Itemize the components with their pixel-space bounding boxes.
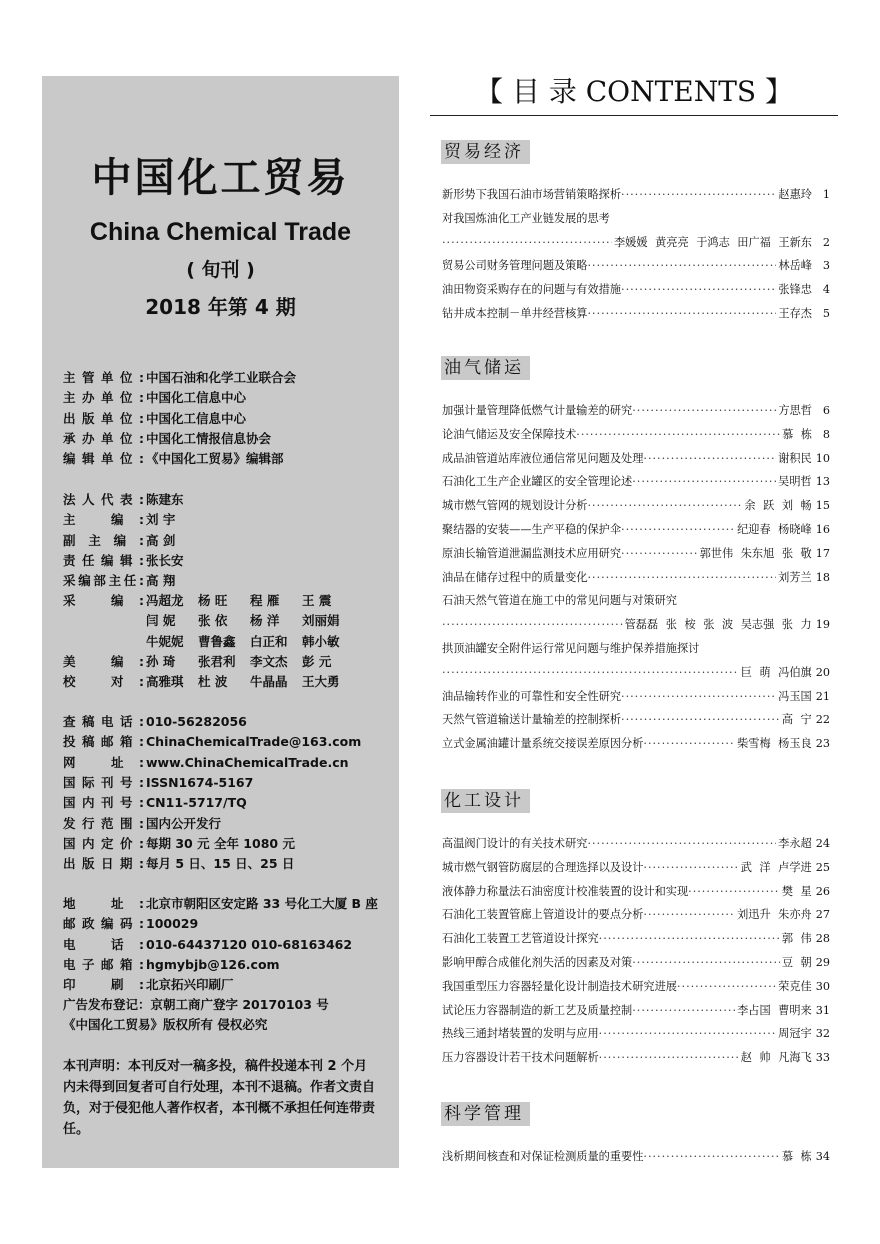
info-value: 中国化工情报信息协会	[146, 430, 272, 446]
toc-entry-page: 27	[815, 908, 830, 922]
org-info-block	[63, 368, 393, 469]
toc-entry-title: 加强计量管理降低燃气计量输差的研究	[442, 404, 633, 417]
staff-name: 闫 妮	[146, 613, 176, 629]
toc-entry[interactable]	[442, 661, 830, 685]
staff-name: 彭 元	[302, 654, 332, 669]
toc-entry-page: 34	[815, 1150, 830, 1163]
toc-entry-title: 石油化工装置工艺管道设计探究	[442, 932, 599, 946]
info-row	[63, 632, 393, 652]
toc-entry-authors: 樊 星	[781, 884, 812, 898]
staff-name: 牛妮妮	[146, 633, 184, 649]
info-row	[63, 591, 393, 611]
toc-entry-page: 29	[815, 955, 830, 969]
toc-entry-title: 试论压力容器制造的新工艺及质量控制	[442, 1003, 633, 1017]
info-label: 投稿邮箱:	[63, 734, 144, 750]
journal-notice: 本刊声明：本刊反对一稿多投，稿件投递本刊 2 个月内未得到回复者可自行处理，本刊不退稿。作者文责自负，对于侵犯他人著作权者，本刊概不承担任何连带责任。	[63, 1059, 376, 1137]
dot-leader	[587, 254, 776, 278]
toc-entry-title: 油品在储存过程中的质量变化	[442, 570, 588, 584]
toc-entry-page: 1	[822, 188, 830, 201]
info-row	[63, 975, 393, 995]
staff-name: 杜 波	[198, 674, 228, 690]
toc-entry-page: 4	[822, 283, 830, 297]
info-value: 刘 宇	[146, 512, 176, 528]
toc-entry-title: 热线三通封堵装置的发明与应用	[442, 1027, 599, 1041]
toc-entry[interactable]	[442, 302, 830, 326]
toc-entry[interactable]	[442, 494, 830, 518]
info-label: 主办单位:	[63, 390, 144, 406]
info-row	[63, 773, 393, 793]
toc-entry-page: 32	[815, 1027, 830, 1041]
section-heading: 化工设计	[441, 789, 530, 813]
info-row	[63, 429, 393, 449]
info-label: 主管单位:	[63, 370, 144, 385]
toc-entry-page: 3	[822, 259, 830, 273]
address-block	[63, 894, 393, 995]
toc-entry-title: 压力容器设计若干技术问题解析	[442, 1051, 599, 1065]
toc-entry[interactable]	[442, 278, 830, 302]
toc-entry-authors: 王存杰	[778, 306, 812, 320]
dot-leader	[621, 708, 780, 732]
reporters-block	[63, 591, 393, 652]
info-value: 100029	[146, 916, 199, 932]
info-label: 出版日期:	[63, 856, 144, 872]
toc-entry-authors: 谢积民	[778, 451, 812, 465]
toc-entry[interactable]	[442, 447, 830, 471]
info-label: 副主编:	[63, 532, 144, 548]
toc-entry[interactable]	[442, 423, 830, 447]
toc-list	[442, 1145, 830, 1169]
dot-leader	[632, 399, 776, 423]
staff-name: 王大勇	[302, 674, 340, 690]
info-value: CN11-5717/TQ	[146, 795, 247, 811]
info-value	[144, 672, 354, 692]
info-value: 中国化工信息中心	[146, 410, 247, 426]
toc-entry-title: 成品油管道站库液位通信常见问题及处理	[442, 451, 644, 465]
toc-entry-authors: 刘迅升 朱亦舟	[737, 908, 812, 922]
staff-name: 刘丽娟	[302, 613, 340, 629]
info-value: 国内公开发行	[146, 815, 222, 831]
toc-entry[interactable]	[442, 399, 830, 423]
toc-entry-authors: 李占国 曹明来	[737, 1003, 812, 1017]
toc-entry-page: 17	[815, 546, 830, 560]
dot-leader	[621, 518, 735, 542]
toc-entry-authors: 柴雪梅 杨玉良	[737, 737, 812, 751]
staff-name: 张君利	[198, 654, 236, 669]
toc-entry[interactable]	[442, 685, 830, 709]
toc-entry-title: 高温阀门设计的有关技术研究	[442, 837, 588, 850]
toc-entry-page: 28	[815, 932, 830, 946]
info-row	[63, 834, 393, 854]
info-label: 采 编:	[63, 593, 144, 608]
toc-entry-authors: 余 跃 刘 畅	[744, 499, 812, 513]
info-label: 查稿电话:	[63, 714, 144, 729]
copyright: 《中国化工贸易》版权所有 侵权必究	[63, 1017, 268, 1033]
toc-entry-title: 油田物资采购存在的问题与有效措施	[442, 283, 622, 297]
toc-entry[interactable]	[442, 975, 830, 999]
info-row	[63, 732, 393, 752]
info-label: 出版单位:	[63, 410, 144, 426]
staff-name: 冯超龙	[146, 593, 184, 608]
toc-entry-title: 立式金属油罐计量系统交接误差原因分析	[442, 737, 644, 751]
dot-leader	[599, 1046, 739, 1070]
toc-entry-authors: 张锋忠	[778, 283, 812, 297]
dot-leader	[632, 951, 780, 975]
toc-entry[interactable]	[442, 207, 830, 231]
info-value: 张长安	[146, 552, 184, 568]
info-label: 网 址:	[63, 754, 144, 770]
staff-name: 杨 洋	[250, 613, 280, 629]
info-row	[63, 571, 393, 591]
toc-entry-authors: 周冠宇	[778, 1027, 812, 1041]
toc-entry[interactable]	[442, 832, 830, 856]
toc-entry-title: 原油长输管道泄漏监测技术应用研究	[442, 546, 622, 560]
staff-name: 韩小敏	[302, 633, 340, 649]
info-label: 电子邮箱:	[63, 956, 144, 972]
info-row	[63, 510, 393, 530]
toc-entry-authors: 冯玉国	[778, 689, 812, 703]
toc-entry-title: 我国重型压力容器轻量化设计制造技术研究进展	[442, 979, 677, 993]
journal-issue: 2018 年第 4 期	[145, 295, 296, 319]
toc-entry-authors: 李永超	[778, 837, 812, 850]
info-row	[63, 368, 393, 388]
toc-entry-page: 5	[822, 306, 830, 320]
info-row	[63, 894, 393, 914]
info-row	[63, 793, 393, 813]
toc-entry-title: 城市燃气钢管防腐层的合理选择以及设计	[442, 860, 644, 874]
toc-entry-page: 19	[815, 618, 830, 632]
toc-entry-title: 贸易公司财务管理问题及策略	[442, 259, 588, 273]
toc-entry-authors: 郭世伟 朱东旭 张 敬	[699, 546, 812, 560]
dot-leader	[621, 542, 698, 566]
toc-entry-authors: 李媛媛 黄亮亮 于鸿志 田广福 王新东	[613, 235, 812, 249]
dot-leader	[599, 927, 780, 951]
info-label: 印 刷:	[63, 977, 144, 993]
toc-entry[interactable]	[442, 542, 830, 566]
toc-entry-authors: 赵惠玲	[778, 188, 812, 201]
toc-entry-authors: 高 宁	[781, 713, 812, 727]
toc-list	[442, 399, 830, 756]
toc-entry-authors: 慕 栋	[782, 427, 812, 441]
dot-leader	[442, 613, 623, 637]
toc-entry-authors: 荣克佳	[778, 979, 812, 993]
info-label: 责任编辑:	[63, 552, 144, 568]
staff-name: 曹鲁鑫	[198, 633, 236, 649]
info-label: 编辑单位:	[63, 451, 144, 467]
toc-entry-authors: 巨 萌 冯伯旗	[740, 665, 812, 679]
dot-leader	[599, 1022, 777, 1046]
info-row	[63, 652, 393, 672]
staff-name: 李文杰	[250, 654, 288, 669]
section-heading: 科学管理	[441, 1102, 530, 1126]
info-row	[63, 753, 393, 773]
toc-entry-title: 钻井成本控制－单井经营核算	[442, 306, 588, 320]
staff-name: 牛晶晶	[250, 674, 288, 690]
info-row	[63, 490, 393, 510]
ad-registration: 广告发布登记：京朝工商广登字 20170103 号	[63, 997, 329, 1012]
toc-entry-page: 25	[815, 860, 830, 874]
toc-entry-page: 30	[815, 979, 830, 993]
toc-entry-authors: 武 洋 卢学进	[740, 860, 812, 874]
toc-entry-page: 23	[815, 737, 830, 751]
info-row	[63, 814, 393, 834]
toc-entry-title: 城市燃气管网的规划设计分析	[442, 499, 588, 513]
info-row	[63, 712, 393, 732]
dot-leader	[587, 832, 776, 856]
info-row	[63, 409, 393, 429]
info-label: 国内定价:	[63, 835, 144, 851]
journal-title-english: China Chemical Trade	[89, 218, 352, 246]
info-value: ISSN1674-5167	[146, 775, 254, 790]
toc-entry-authors: 方思哲	[778, 404, 812, 417]
dot-leader	[442, 661, 739, 685]
toc-entry-authors: 赵 帅 凡海飞	[740, 1051, 812, 1065]
dot-leader	[643, 447, 776, 471]
dot-leader	[621, 183, 776, 207]
toc-entry[interactable]	[442, 1022, 830, 1046]
toc-entry[interactable]	[442, 613, 830, 637]
toc-entry-page: 18	[815, 570, 830, 584]
toc-entry-page: 6	[822, 404, 830, 417]
info-label: 法人代表:	[63, 492, 144, 507]
toc-entry-page: 13	[815, 475, 830, 489]
dot-leader	[621, 278, 776, 302]
info-label: 国内刊号:	[63, 795, 144, 811]
toc-entry-page: 21	[815, 689, 830, 703]
toc-entry-title: 对我国炼油化工产业链发展的思考	[442, 211, 610, 225]
info-value: 中国化工信息中心	[146, 390, 247, 406]
info-value: 010-64437120 010-68163462	[146, 936, 353, 952]
info-label: 发行范围:	[63, 815, 144, 831]
info-value	[63, 632, 354, 652]
toc-entry[interactable]	[442, 903, 830, 927]
contact-block	[63, 712, 393, 773]
info-value	[144, 591, 354, 611]
toc-entry-title: 新形势下我国石油市场营销策略探析	[442, 188, 622, 201]
toc-entry[interactable]	[442, 637, 830, 661]
toc-entry-title: 论油气储运及安全保障技术	[442, 427, 577, 441]
contents-header: 【 目 录 CONTENTS 】	[430, 70, 838, 116]
dot-leader	[621, 685, 776, 709]
info-row	[63, 449, 393, 469]
dot-leader	[643, 903, 735, 927]
toc-entry[interactable]	[442, 254, 830, 278]
toc-entry-title: 液体静力称量法石油密度计校准装置的设计和实现	[442, 884, 689, 898]
info-value	[144, 652, 354, 672]
toc-entry-authors: 吴明哲	[778, 475, 812, 489]
publication-block	[63, 773, 393, 874]
dot-leader	[677, 975, 776, 999]
section-heading: 贸易经济	[441, 140, 530, 164]
masthead-panel	[42, 76, 399, 1168]
info-value: 高 翔	[146, 573, 176, 589]
toc-entry[interactable]	[442, 589, 830, 613]
art-proof-block	[63, 652, 393, 693]
toc-entry-title: 石油天然气管道在施工中的常见问题与对策研究	[442, 594, 677, 608]
toc-entry[interactable]	[442, 732, 830, 756]
toc-entry-title: 石油化工生产企业罐区的安全管理论述	[442, 475, 633, 489]
dot-leader	[442, 231, 612, 255]
info-value: 《中国化工贸易》编辑部	[146, 451, 284, 467]
toc-entry-page: 24	[815, 837, 830, 850]
journal-title: 中国化工贸易	[91, 155, 350, 201]
dot-leader	[587, 494, 742, 518]
toc-entry-page: 26	[815, 884, 830, 898]
info-label: 主 编:	[63, 512, 144, 528]
toc-entry[interactable]	[442, 927, 830, 951]
toc-entry-title: 拱顶油罐安全附件运行常见问题与维护保养措施探讨	[442, 641, 700, 655]
staff-info-block	[63, 490, 393, 591]
info-value: 每月 5 日、15 日、25 日	[146, 856, 295, 872]
toc-entry-title: 聚结器的安装——生产平稳的保护伞	[442, 522, 622, 536]
info-value: 每期 30 元 全年 1080 元	[146, 835, 295, 851]
registration-block	[63, 995, 393, 1036]
dot-leader	[688, 880, 780, 904]
info-value: 北京拓兴印刷厂	[146, 977, 234, 993]
info-row	[63, 914, 393, 934]
toc-entry-page: 8	[822, 427, 830, 441]
toc-entry-page: 31	[815, 1003, 830, 1017]
toc-entry[interactable]	[442, 518, 830, 542]
info-value: 北京市朝阳区安定路 33 号化工大厦 B 座	[146, 896, 378, 911]
toc-entry-title: 天然气管道输送计量输差的控制探析	[442, 713, 622, 727]
info-value: hgmybjb@126.com	[146, 956, 280, 972]
info-label: 电 话:	[63, 936, 144, 952]
dot-leader	[643, 856, 738, 880]
info-value	[63, 611, 354, 631]
dot-leader	[632, 470, 776, 494]
toc-entry[interactable]	[442, 708, 830, 732]
info-row	[63, 955, 393, 975]
info-label: 邮政编码:	[63, 916, 144, 932]
toc-entry[interactable]	[442, 566, 830, 590]
toc-entry-page: 2	[822, 235, 830, 249]
dot-leader	[576, 423, 780, 447]
info-value: www.ChinaChemicalTrade.cn	[146, 754, 349, 770]
toc-entry-page: 16	[815, 522, 830, 536]
toc-entry-authors: 纪迎春 杨晓峰	[737, 522, 812, 536]
toc-entry-page: 10	[815, 451, 830, 465]
info-row	[63, 611, 393, 631]
info-value: 高 剑	[146, 532, 176, 548]
toc-entry[interactable]	[442, 880, 830, 904]
toc-entry[interactable]	[442, 1046, 830, 1070]
toc-entry[interactable]	[442, 231, 830, 255]
toc-entry[interactable]	[442, 856, 830, 880]
toc-entry-title: 油品输转作业的可靠性和安全性研究	[442, 689, 622, 703]
info-label: 校 对:	[63, 674, 144, 690]
dot-leader	[632, 999, 735, 1023]
toc-entry[interactable]	[442, 999, 830, 1023]
info-row	[63, 672, 393, 692]
toc-entry-page: 33	[815, 1051, 830, 1065]
info-label: 地 址:	[63, 896, 144, 911]
info-label: 美 编:	[63, 654, 144, 669]
info-label: 采编部主任:	[63, 573, 144, 589]
toc-entry-page: 20	[815, 665, 830, 679]
info-value: ChinaChemicalTrade@163.com	[146, 734, 362, 750]
toc-entry-title: 石油化工装置管廊上管道设计的要点分析	[442, 908, 644, 922]
section-heading: 油气储运	[441, 356, 530, 380]
dot-leader	[643, 1145, 779, 1169]
staff-name: 高雅琪	[146, 674, 184, 690]
toc-entry[interactable]	[442, 951, 830, 975]
toc-entry-authors: 郭 伟	[781, 932, 812, 946]
toc-list	[442, 832, 830, 1070]
journal-frequency: ( 旬刊 )	[186, 259, 255, 281]
toc-list	[442, 183, 830, 326]
toc-entry[interactable]	[442, 1145, 830, 1169]
info-value: 中国石油和化学工业联合会	[146, 370, 297, 385]
toc-entry-authors: 林岳峰	[778, 259, 812, 273]
dot-leader	[587, 566, 776, 590]
staff-name: 王 震	[302, 593, 332, 608]
staff-name: 白正和	[250, 633, 288, 649]
toc-entry-title: 影响甲醇合成催化剂失活的因素及对策	[442, 955, 633, 969]
info-label: 国际刊号:	[63, 775, 144, 790]
toc-entry-authors: 豆 朝	[781, 955, 812, 969]
info-value: 010-56282056	[146, 714, 247, 729]
staff-name: 孙 琦	[146, 654, 176, 669]
info-value: 陈建东	[146, 492, 184, 507]
toc-entry[interactable]	[442, 183, 830, 207]
toc-entry-authors: 刘芳兰	[778, 570, 812, 584]
info-row	[63, 935, 393, 955]
staff-name: 张 依	[198, 613, 228, 629]
toc-entry[interactable]	[442, 470, 830, 494]
info-row	[63, 854, 393, 874]
toc-entry-authors: 管磊磊 张 桉 张 波 吴志强 张 力	[624, 618, 812, 632]
info-row	[63, 531, 393, 551]
info-label: 承办单位:	[63, 430, 144, 446]
staff-name: 程 雁	[250, 593, 280, 608]
toc-entry-title: 浅析期间核查和对保证检测质量的重要性	[442, 1150, 644, 1163]
toc-entry-page: 22	[815, 713, 830, 727]
toc-entry-authors: 慕 栋	[781, 1150, 812, 1163]
info-row	[63, 388, 393, 408]
toc-entry-page: 15	[815, 499, 830, 513]
staff-name: 杨 旺	[198, 593, 228, 608]
dot-leader	[643, 732, 735, 756]
dot-leader	[587, 302, 776, 326]
info-row	[63, 551, 393, 571]
